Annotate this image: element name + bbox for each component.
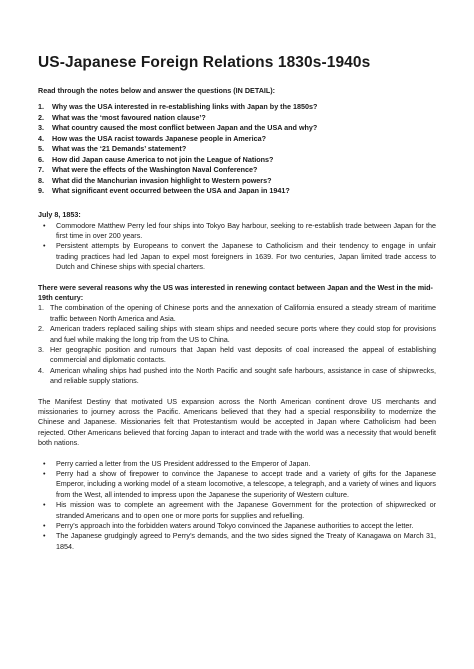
bullet-item bbox=[38, 500, 436, 521]
question-item bbox=[38, 134, 436, 145]
bullet-item bbox=[38, 459, 436, 469]
question-text: How was the USA racist towards Japanese people in America? bbox=[52, 133, 266, 143]
bullet-icon: • bbox=[43, 469, 46, 479]
reason-number: 4. bbox=[38, 365, 44, 375]
bullet-text: Perry’s approach into the forbidden waters around Tokyo convinced the Japanese authorities to accept the letter. bbox=[56, 521, 414, 531]
question-number: 6. bbox=[38, 154, 44, 164]
bullet-item bbox=[38, 531, 436, 552]
question-item bbox=[38, 165, 436, 176]
bullet-icon: • bbox=[43, 521, 46, 531]
reasons-heading: There were several reasons why the US was interested in renewing contact between Japan and the West in the mid-19th century: bbox=[38, 282, 433, 302]
question-number: 5. bbox=[38, 144, 44, 153]
bullet-text: Persistent attempts by Europeans to convert the Japanese to Catholicism and their tendency to engage in unfair trading practices had led Japan to expel most foreigners in 1639. For two centuries, Japan limited trade access to Dutch and Chinese ships with special charters. bbox=[56, 241, 436, 272]
page-title: US-Japanese Foreign Relations 1830s-1940s bbox=[38, 54, 371, 71]
bullet-item bbox=[38, 221, 436, 242]
question-text: What did the Manchurian invasion highlight to Western powers? bbox=[52, 175, 272, 185]
question-text: Why was the USA interested in re-establishing links with Japan by the 1850s? bbox=[52, 102, 318, 111]
question-item bbox=[38, 155, 436, 166]
reason-text: The combination of the opening of Chinese ports and the annexation of California ensured a steady stream of maritime traffic between North America and Asia. bbox=[50, 303, 436, 323]
reason-item bbox=[38, 303, 436, 324]
question-item bbox=[38, 123, 436, 134]
question-item bbox=[38, 144, 436, 155]
question-text: What significant event occurred between the USA and Japan in 1941? bbox=[52, 186, 290, 195]
bullet-icon: • bbox=[43, 458, 46, 468]
question-number: 9. bbox=[38, 186, 44, 195]
question-number: 8. bbox=[38, 175, 44, 185]
question-number: 7. bbox=[38, 165, 44, 174]
question-number: 3. bbox=[38, 123, 44, 132]
bullet-text: Perry had a show of firepower to convince the Japanese to accept trade and a variety of gifts for the Japanese Emperor, including a working model of a steam locomotive, a telescope, a telegraph, and a variety of wines and liquors from the West, all intended to impress upon the Japanese the superiority of Western culture. bbox=[56, 469, 436, 499]
bullet-icon: • bbox=[43, 500, 46, 510]
question-text: What was the ‘21 Demands’ statement? bbox=[52, 144, 187, 153]
reason-item bbox=[38, 324, 436, 345]
bullet-icon: • bbox=[43, 220, 46, 230]
bullet-text: The Japanese grudgingly agreed to Perry’s demands, and the two sides signed the Treaty of Kanagawa on March 31, 1854. bbox=[56, 531, 436, 551]
perry-bullet-list bbox=[38, 459, 436, 553]
bullet-icon: • bbox=[43, 531, 46, 541]
reason-number: 3. bbox=[38, 344, 44, 354]
question-text: What country caused the most conflict between Japan and the USA and why? bbox=[52, 123, 318, 132]
question-item bbox=[38, 186, 436, 197]
july-bullet-list bbox=[38, 221, 436, 273]
bullet-icon: • bbox=[43, 241, 46, 251]
manifest-destiny-paragraph: The Manifest Destiny that motivated US expansion across the North American continent drove US merchants and missionaries to journey across the Pacific. Americans believed that they had a special responsibility to modernize the Chinese and Japanese. Missionaries felt that Protestantism would be accepted in Japan where Catholicism had been rejected. Other Americans believed that forcing Japan to interact and trade with the world was a necessity that would benefit both nations. bbox=[38, 396, 436, 448]
reason-text: Her geographic position and rumours that Japan held vast deposits of coal increased the appeal of establishing commercial and diplomatic contacts. bbox=[50, 344, 436, 365]
question-item bbox=[38, 176, 436, 187]
reasons-list bbox=[38, 303, 436, 386]
reason-text: American whaling ships had pushed into the North Pacific and sought safe harbours, assistance in case of shipwrecks, and reliable supply stations. bbox=[50, 365, 436, 386]
question-number: 1. bbox=[38, 102, 44, 111]
reason-item bbox=[38, 366, 436, 387]
reason-text: American traders replaced sailing ships with steam ships and needed secure ports where they could stop for provisions and fuel while making the long trip from the US to China. bbox=[50, 324, 436, 344]
bullet-text: His mission was to complete an agreement with the Japanese Government for the protection of shipwrecked or stranded Americans and to open one or more ports for supplies and refuelling. bbox=[56, 500, 436, 520]
question-text: What was the ‘most favoured nation clause’? bbox=[52, 112, 206, 122]
bullet-text: Perry carried a letter from the US President addressed to the Emperor of Japan. bbox=[56, 458, 311, 468]
reason-number: 2. bbox=[38, 324, 44, 334]
instructions: Read through the notes below and answer the questions (IN DETAIL): bbox=[38, 86, 276, 95]
question-item bbox=[38, 102, 436, 113]
question-text: What were the effects of the Washington Naval Conference? bbox=[52, 165, 258, 174]
question-number: 4. bbox=[38, 133, 44, 143]
question-number: 2. bbox=[38, 112, 44, 122]
bullet-item bbox=[38, 469, 436, 500]
bullet-item bbox=[38, 241, 436, 272]
question-list bbox=[38, 102, 436, 197]
reason-item bbox=[38, 345, 436, 366]
reason-number: 1. bbox=[38, 303, 44, 313]
bullet-text: Commodore Matthew Perry led four ships into Tokyo Bay harbour, seeking to re-establish trade between Japan for the first time in over 200 years. bbox=[56, 220, 436, 240]
question-item bbox=[38, 113, 436, 124]
date-heading: July 8, 1853: bbox=[38, 209, 81, 219]
bullet-item bbox=[38, 521, 436, 531]
question-text: How did Japan cause America to not join the League of Nations? bbox=[52, 154, 274, 164]
